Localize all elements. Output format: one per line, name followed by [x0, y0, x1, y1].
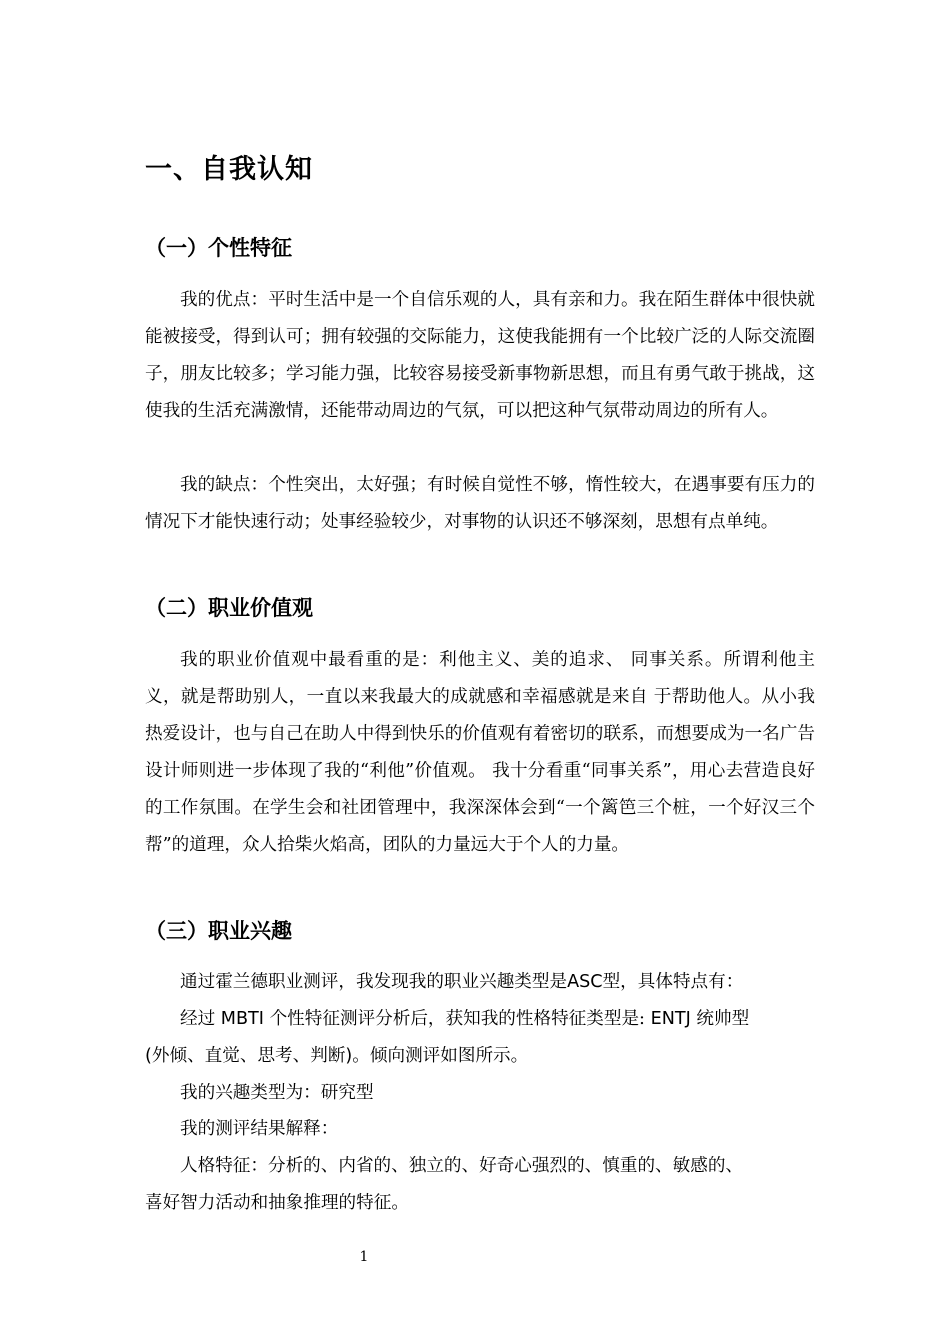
line-traits-1: 人格特征：分析的、内省的、独立的、好奇心强烈的、慎重的、敏感的、 — [180, 1156, 744, 1176]
page-number: 1 — [359, 1249, 369, 1265]
line-result-label: 我的测评结果解释： — [180, 1119, 339, 1139]
subheading-personality: （一）个性特征 — [145, 236, 292, 260]
paragraph-holland-result — [180, 964, 743, 1001]
line-interest-type: 我的兴趣类型为：研究型 — [180, 1083, 374, 1103]
mbti-text-part1: 经过 — [180, 1009, 216, 1029]
paragraph-weaknesses: 我的缺点：个性突出，太好强；有时候自觉性不够，惰性较大，在遇事要有压力的情况下才能快速行动；处事经验较少，对事物的认识还不够深刻，思想有点单纯。 — [145, 475, 815, 532]
paragraph-strengths: 我的优点：平时生活中是一个自信乐观的人，具有亲和力。我在陌生群体中很快就能被接受，得到认可；拥有较强的交际能力，这使我能拥有一个比较广泛的人际交流圈子，朋友比较多；学习能力强，比较容易接受新事物新思想，而且有勇气敢于挑战，这使我的生活充满激情，还能带动周边的气氛，可以把这种气氛带动周边的所有人。 — [145, 290, 815, 421]
paragraph-mbti-line1 — [180, 1001, 749, 1038]
holland-code: ASC — [567, 972, 603, 992]
mbti-text-part3: 统帅型 — [696, 1009, 750, 1029]
mbti-text-part2: 个性特征测评分析后，获知我的性格特征类型是: — [269, 1009, 645, 1029]
mbti-open-paren: ( — [145, 1046, 152, 1066]
subheading-career-values: （二）职业价值观 — [145, 596, 313, 620]
paragraph-career-values: 我的职业价值观中最看重的是：利他主义、美的追求、 同事关系。所谓利他主义，就是帮助别人，一直以来我最大的成就感和幸福感就是来自 于帮助他人。从小我热爱设计，也与自己在助人中得到快乐的价值观有着密切的联系，而想要成为一名广告设计师则进一步体现了我的“利他”价值观。 我十分看重“同事关系”，用心去营造良好的工作氛围。在学生会和社团管理中，我深深体会到“一个篱笆三个桩，一个好汉三个帮”的道理，众人拾柴火焰高，团队的力量远大于个人的力量。 — [145, 650, 815, 855]
mbti-text-tail: 。倾向测评如图所示。 — [352, 1046, 529, 1066]
holland-text-after: 型，具体特点有： — [602, 972, 744, 992]
section-heading-self-awareness: 一、自我认知 — [145, 154, 313, 185]
line-traits-2: 喜好智力活动和抽象推理的特征。 — [145, 1193, 409, 1213]
mbti-code: MBTI — [220, 1009, 264, 1029]
mbti-type: ENTJ — [650, 1009, 691, 1029]
paragraph-mbti-line2 — [145, 1038, 528, 1075]
mbti-dimensions: 外倾、直觉、思考、判断 — [151, 1046, 346, 1066]
holland-text-before: 通过霍兰德职业测评，我发现我的职业兴趣类型是 — [180, 972, 568, 992]
mbti-close-paren: ) — [345, 1046, 353, 1066]
subheading-career-interests: （三）职业兴趣 — [145, 919, 292, 943]
